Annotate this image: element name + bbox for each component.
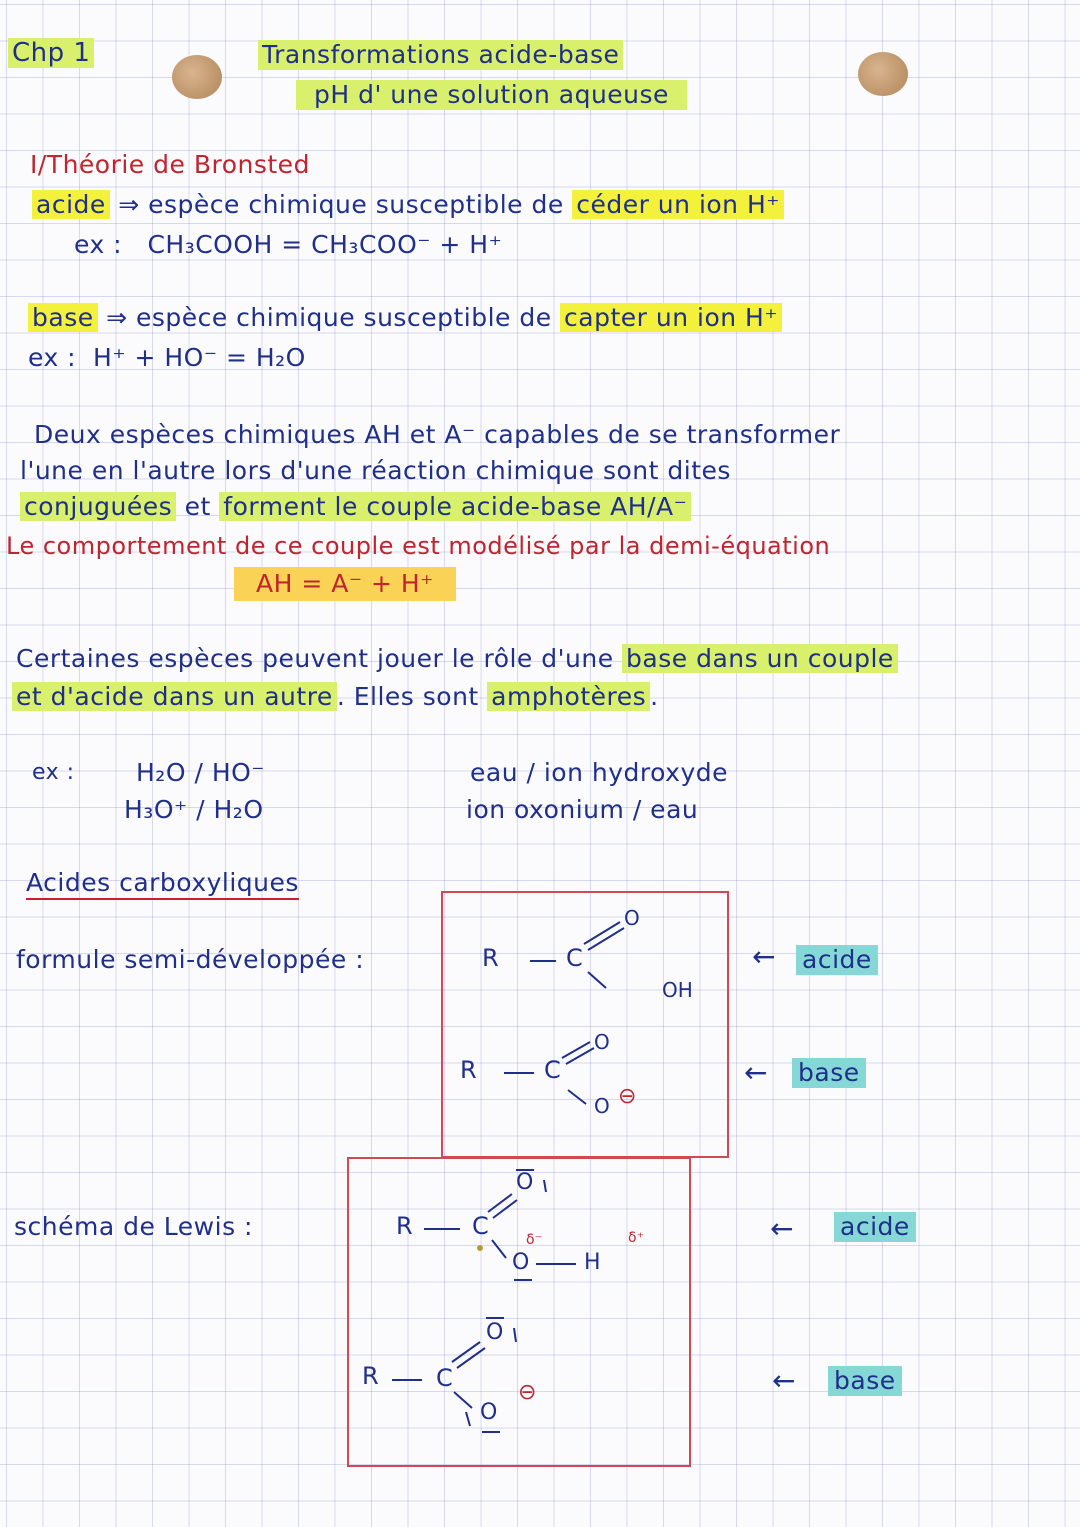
acide-ex-equation: CH₃COOH = CH₃COO⁻ + H⁺ (147, 230, 503, 259)
lewis-acid-delta-plus: δ⁺ (628, 1230, 644, 1246)
lewis-acid-H: H (584, 1250, 601, 1275)
lewis-base-label: base (828, 1366, 902, 1396)
base-word: base (28, 303, 98, 332)
binder-hole-left (172, 55, 222, 99)
lewis-base-O1: O (486, 1320, 504, 1345)
lewis-base-minus-icon: ⊖ (518, 1380, 537, 1405)
couple-definition: forment le couple acide-base AH/A⁻ (219, 492, 691, 521)
semi-base-R: R (460, 1056, 477, 1084)
semi-acid-C: C (566, 944, 583, 972)
half-equation: AH = A⁻ + H⁺ (234, 567, 456, 601)
base-ex-equation: H⁺ + HO⁻ = H₂O (93, 343, 306, 372)
binder-hole-right (858, 52, 908, 96)
ampho-highlight1: base dans un couple (622, 644, 898, 673)
semi-base-C: C (544, 1056, 561, 1084)
base-definition (28, 303, 782, 333)
semi-base-minus-icon: ⊖ (618, 1084, 637, 1109)
acide-def-text: ⇒ espèce chimique susceptible de (118, 190, 564, 219)
ampho-line1 (16, 644, 898, 674)
ampho-ex1-formula: H₂O / HO⁻ (136, 758, 265, 787)
carbox-heading: Acides carboxyliques (26, 868, 299, 900)
ampho-ex1-name: eau / ion hydroxyde (470, 758, 728, 787)
section-heading: I/Théorie de Bronsted (30, 150, 310, 179)
conjugate-et: et (184, 492, 211, 521)
conjugate-line2: l'une en l'autre lors d'une réaction chimique sont dites (20, 456, 731, 485)
ampho-highlight3: amphotères (487, 682, 650, 711)
acide-word: acide (32, 190, 110, 219)
acide-def-highlight: céder un ion H⁺ (572, 190, 784, 219)
page-title-line2: pH d' une solution aqueuse (296, 80, 687, 110)
semi-base-arrow: ← (744, 1056, 768, 1089)
ampho-ex2-formula: H₃O⁺ / H₂O (124, 795, 264, 824)
conjugate-line3 (20, 492, 691, 522)
ampho-line2 (12, 682, 659, 712)
lewis-acid-label: acide (834, 1212, 916, 1242)
lewis-acid-R: R (396, 1212, 413, 1240)
semi-acid-O: O (624, 906, 640, 930)
acide-definition (32, 190, 784, 220)
semi-base-O1: O (594, 1030, 610, 1054)
semi-formula-box (441, 891, 729, 1158)
semi-base-O2: O (594, 1094, 610, 1118)
semi-acid-label: acide (796, 945, 878, 975)
semi-formula-label: formule semi-développée : (16, 945, 365, 974)
lewis-acid-arrow: ← (770, 1212, 794, 1245)
ampho-text2: . Elles sont (336, 682, 479, 711)
ampho-highlight2: et d'acide dans un autre (12, 682, 337, 711)
lewis-acid-C: C (472, 1212, 489, 1240)
base-ex-label: ex : (28, 343, 77, 372)
lewis-base-O2: O (480, 1400, 498, 1425)
ampho-ex-label: ex : (32, 760, 75, 785)
lewis-base-bonds (0, 0, 1, 1)
acide-example (74, 230, 502, 260)
base-def-text: ⇒ espèce chimique susceptible de (106, 303, 552, 332)
lewis-base-C: C (436, 1364, 453, 1392)
lewis-label: schéma de Lewis : (14, 1212, 253, 1241)
semi-acid-OH: OH (662, 978, 693, 1002)
lewis-acid-delta-minus: δ⁻ (526, 1232, 542, 1248)
conjugate-line1: Deux espèces chimiques AH et A⁻ capables de se transformer (34, 420, 841, 449)
semi-acid-R: R (482, 944, 499, 972)
base-def-highlight: capter un ion H⁺ (560, 303, 782, 332)
ampho-ex2-name: ion oxonium / eau (466, 795, 699, 824)
semi-acid-arrow: ← (752, 940, 776, 973)
demi-equation-intro: Le comportement de ce couple est modélisé par la demi-équation (6, 532, 831, 560)
ampho-text1: Certaines espèces peuvent jouer le rôle d'une (16, 644, 614, 673)
lewis-acid-O2: O (512, 1250, 530, 1275)
semi-base-label: base (792, 1058, 866, 1088)
lewis-acid-O1: O (516, 1170, 534, 1195)
lewis-box (347, 1157, 691, 1467)
base-example (28, 343, 306, 373)
page-title-line1: Transformations acide-base (258, 40, 623, 70)
lewis-base-R: R (362, 1362, 379, 1390)
acide-ex-label: ex : (74, 230, 123, 259)
chapter-label: Chp 1 (8, 38, 94, 68)
conjugate-word: conjuguées (20, 492, 176, 521)
ampho-end: . (650, 682, 659, 711)
lewis-base-arrow: ← (772, 1364, 796, 1397)
